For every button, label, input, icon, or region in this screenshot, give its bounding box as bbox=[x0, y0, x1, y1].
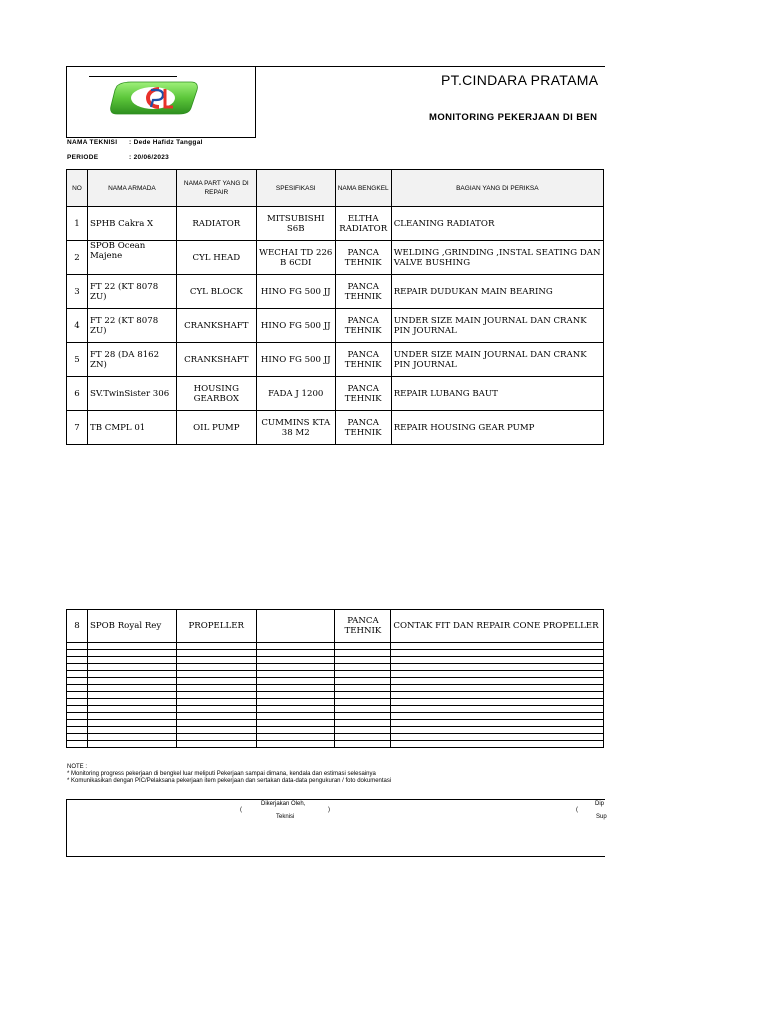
col-no: NO bbox=[67, 170, 88, 207]
table-row bbox=[67, 610, 604, 643]
table-row bbox=[67, 309, 604, 343]
cell-bengkel: PANCA TEHNIK bbox=[335, 411, 391, 445]
report-title: MONITORING PEKERJAAN DI BEN bbox=[429, 112, 598, 123]
logo-underline bbox=[89, 76, 177, 77]
cell-armada: SPHB Cakra X bbox=[87, 207, 176, 241]
cell-armada: SV.TwinSister 306 bbox=[87, 377, 176, 411]
approved-by-label: Dip bbox=[595, 801, 605, 807]
empty-row bbox=[67, 671, 604, 678]
cell-spec: HINO FG 500 JJ bbox=[256, 309, 335, 343]
table-row bbox=[67, 343, 604, 377]
cell-part: RADIATOR bbox=[176, 207, 256, 241]
logo-cell bbox=[67, 67, 256, 138]
technician-role: Teknisi bbox=[276, 814, 295, 820]
col-part: NAMA PART YANG DI REPAIR bbox=[176, 170, 256, 207]
cell-no: 3 bbox=[67, 275, 88, 309]
empty-row bbox=[67, 657, 604, 664]
table-row bbox=[67, 377, 604, 411]
cell-bengkel: PANCA TEHNIK bbox=[335, 610, 391, 643]
period-value: : 20/06/2023 bbox=[129, 154, 170, 161]
signature-box bbox=[66, 799, 605, 857]
cell-bengkel: ELTHA RADIATOR bbox=[335, 207, 391, 241]
work-table-continued bbox=[66, 609, 604, 748]
cell-bagian: REPAIR DUDUKAN MAIN BEARING bbox=[391, 275, 603, 309]
cell-armada: TB CMPL 01 bbox=[87, 411, 176, 445]
cell-bengkel: PANCA TEHNIK bbox=[335, 377, 391, 411]
empty-row bbox=[67, 706, 604, 713]
col-bagian: BAGIAN YANG DI PERIKSA bbox=[391, 170, 603, 207]
empty-row bbox=[67, 741, 604, 748]
empty-row bbox=[67, 692, 604, 699]
col-armada: NAMA ARMADA bbox=[87, 170, 176, 207]
empty-row bbox=[67, 685, 604, 692]
col-bengkel: NAMA BENGKEL bbox=[335, 170, 391, 207]
cell-bagian: REPAIR HOUSING GEAR PUMP bbox=[391, 411, 603, 445]
cell-armada: FT 22 (KT 8078 ZU) bbox=[87, 309, 176, 343]
cell-bagian: REPAIR LUBANG BAUT bbox=[391, 377, 603, 411]
cell-no: 4 bbox=[67, 309, 88, 343]
cell-spec: WECHAI TD 226 B 6CDI bbox=[256, 241, 335, 275]
cell-spec: MITSUBISHI S6B bbox=[256, 207, 335, 241]
cell-spec bbox=[256, 610, 335, 643]
cell-part: OIL PUMP bbox=[176, 411, 256, 445]
table-row bbox=[67, 207, 604, 241]
period-label: PERIODE bbox=[67, 154, 99, 161]
empty-row bbox=[67, 664, 604, 671]
company-logo bbox=[107, 80, 199, 116]
cell-armada: FT 28 (DA 8162 ZN) bbox=[87, 343, 176, 377]
cell-no: 6 bbox=[67, 377, 88, 411]
cell-armada: SPOB Royal Rey bbox=[87, 610, 176, 643]
cell-bengkel: PANCA TEHNIK bbox=[335, 241, 391, 275]
cell-bengkel: PANCA TEHNIK bbox=[335, 275, 391, 309]
cell-bagian: CLEANING RADIATOR bbox=[391, 207, 603, 241]
col-spec: SPESIFIKASI bbox=[256, 170, 335, 207]
technician-line bbox=[67, 139, 203, 146]
table-header-row bbox=[67, 170, 604, 207]
spreadsheet-page bbox=[66, 66, 607, 866]
note-title: NOTE : bbox=[67, 764, 88, 770]
cell-armada: SPOB Ocean Majene bbox=[87, 241, 176, 275]
right-open-paren: ( bbox=[576, 807, 578, 813]
empty-row bbox=[67, 720, 604, 727]
cell-spec: HINO FG 500 JJ bbox=[256, 275, 335, 309]
period-line bbox=[67, 154, 169, 161]
cell-no: 1 bbox=[67, 207, 88, 241]
cell-part: CRANKSHAFT bbox=[176, 343, 256, 377]
cell-part: HOUSING GEARBOX bbox=[176, 377, 256, 411]
cell-spec: HINO FG 500 JJ bbox=[256, 343, 335, 377]
empty-row bbox=[67, 678, 604, 685]
cell-part: PROPELLER bbox=[176, 610, 256, 643]
company-name: PT.CINDARA PRATAMA bbox=[441, 72, 599, 88]
technician-value: : Dede Hafidz Tanggal bbox=[129, 139, 203, 146]
cell-bagian: WELDING ,GRINDING ,INSTAL SEATING DAN VALVE BUSHING bbox=[391, 241, 603, 275]
table-row bbox=[67, 241, 604, 275]
empty-row bbox=[67, 727, 604, 734]
cell-bagian: UNDER SIZE MAIN JOURNAL DAN CRANK PIN JOURNAL bbox=[391, 343, 603, 377]
cell-no: 5 bbox=[67, 343, 88, 377]
note-line-1: * Monitoring progress pekerjaan di bengkel luar meliputi Pekerjaan sampai dimana, kendala dan estimasi selesainya bbox=[67, 771, 376, 777]
cell-spec: CUMMINS KTA 38 M2 bbox=[256, 411, 335, 445]
empty-row bbox=[67, 699, 604, 706]
cell-no: 7 bbox=[67, 411, 88, 445]
sign-open-paren: ( bbox=[240, 807, 242, 813]
note-line-2: * Komunikasikan dengan PIC/Pelaksana pekerjaan item pekerjaan dan sertakan data-data pengukuran / foto dokumentasi bbox=[67, 778, 392, 784]
cell-no: 2 bbox=[67, 241, 88, 275]
cell-part: CYL HEAD bbox=[176, 241, 256, 275]
technician-label: NAMA TEKNISI bbox=[67, 139, 118, 146]
empty-row bbox=[67, 734, 604, 741]
table-row bbox=[67, 411, 604, 445]
done-by-label: Dikerjakan Oleh, bbox=[261, 801, 306, 807]
empty-row bbox=[67, 713, 604, 720]
cell-bagian: CONTAK FIT DAN REPAIR CONE PROPELLER bbox=[391, 610, 604, 643]
cell-bengkel: PANCA TEHNIK bbox=[335, 343, 391, 377]
header-box bbox=[66, 66, 605, 138]
cell-part: CRANKSHAFT bbox=[176, 309, 256, 343]
empty-row bbox=[67, 650, 604, 657]
sign-close-paren: ) bbox=[328, 807, 330, 813]
cell-spec: FADA J 1200 bbox=[256, 377, 335, 411]
cell-bengkel: PANCA TEHNIK bbox=[335, 309, 391, 343]
empty-row bbox=[67, 643, 604, 650]
cell-bagian: UNDER SIZE MAIN JOURNAL DAN CRANK PIN JOURNAL bbox=[391, 309, 603, 343]
table-row bbox=[67, 275, 604, 309]
cell-no: 8 bbox=[67, 610, 88, 643]
cell-armada: FT 22 (KT 8078 ZU) bbox=[87, 275, 176, 309]
work-table bbox=[66, 169, 604, 445]
supervisor-role: Sup bbox=[596, 814, 607, 820]
cell-part: CYL BLOCK bbox=[176, 275, 256, 309]
